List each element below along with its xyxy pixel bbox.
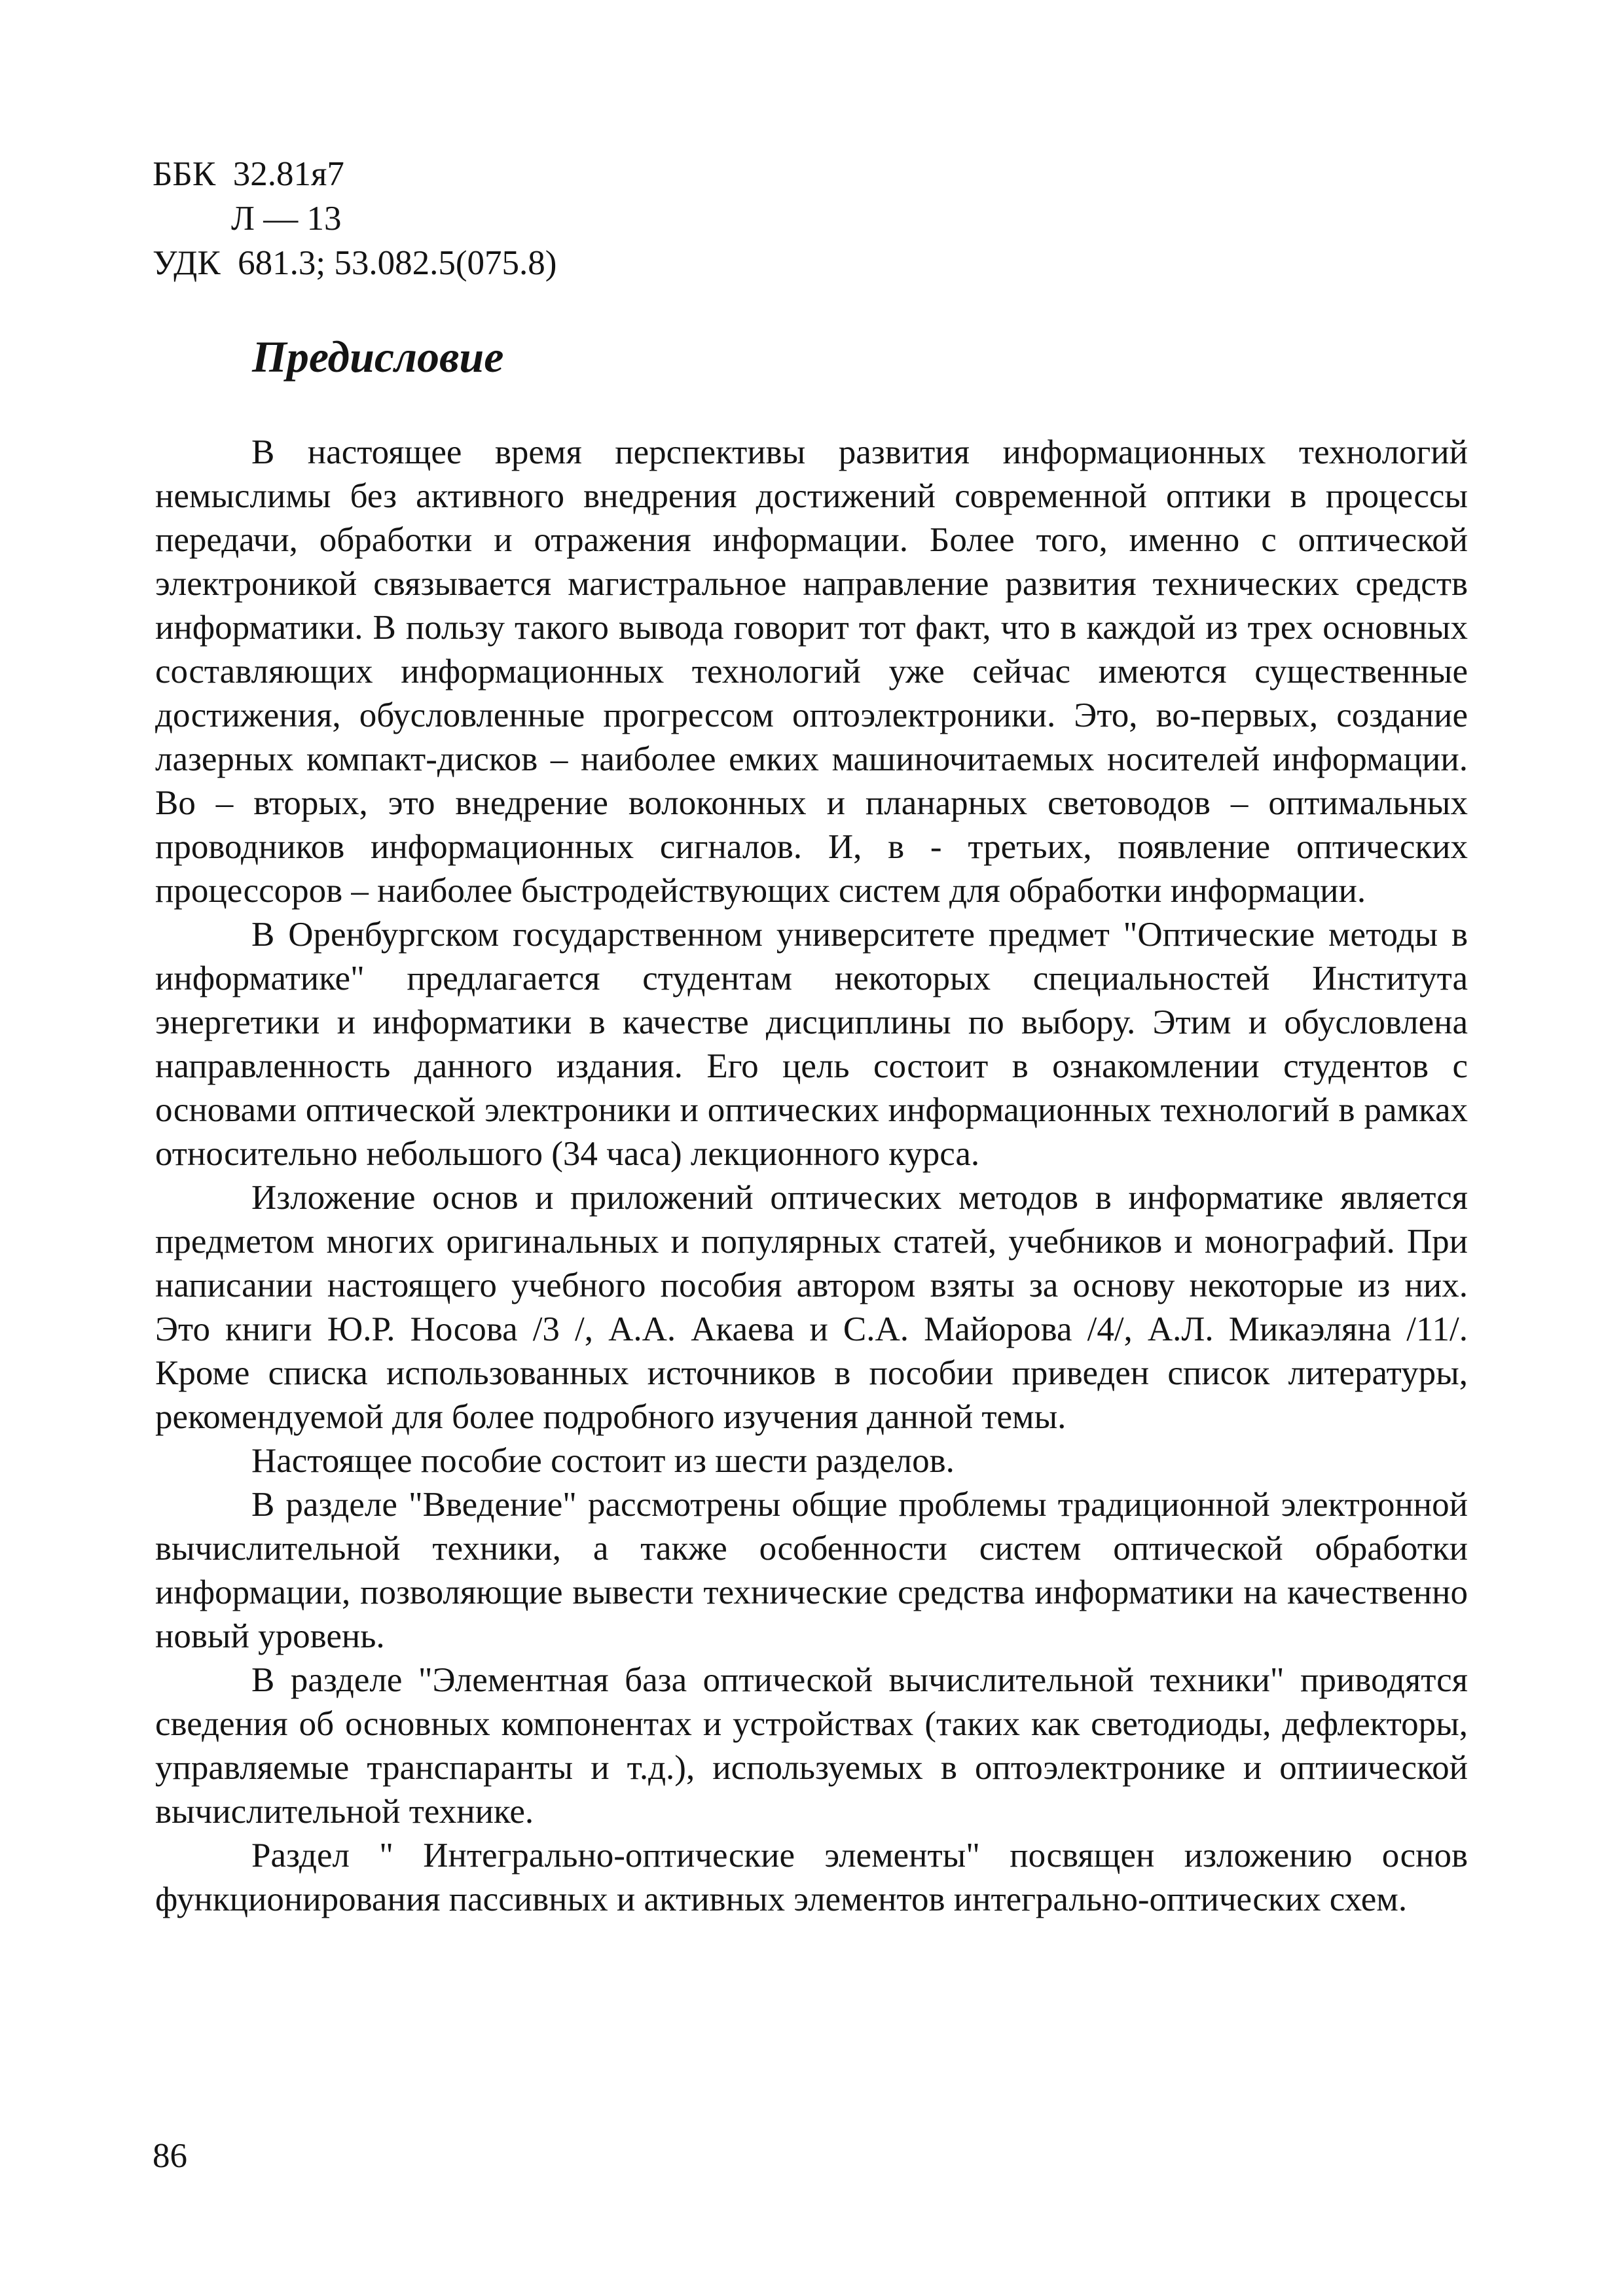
- paragraph: В настоящее время перспективы развития информационных технологий немыслимы без активного внедрения достижений современной оптики в процессы передачи, обработки и отражения информации. Более того, именно с оптической электроникой связывается магистральное направление развития технических средств информатики. В пользу такого вывода говорит тот факт, что в каждой из трех основных составляющих информационных технологий уже сейчас имеются существенные достижения, обусловленные прогрессом оптоэлектроники. Это, во-первых, создание лазерных компакт-дисков – наиболее емких машиночитаемых носителей информации. Во – вторых, это внедрение волоконных и планарных световодов – оптимальных проводников информационных сигналов. И, в - третьих, появление оптических процессоров – наиболее быстродействующих систем для обработки информации.: [155, 433, 1468, 910]
- paragraph: Настоящее пособие состоит из шести разделов.: [251, 1442, 955, 1480]
- paragraph: В разделе "Элементная база оптической вычислительной техники" приводятся сведения об основных компонентах и устройствах (таких как светодиоды, дефлекторы, управляемые транспаранты и т.д.), используемых в оптоэлектронике и оптиической вычислительной технике.: [155, 1661, 1468, 1831]
- paragraph: В разделе "Введение" рассмотрены общие проблемы традиционной электронной вычислительной техники, а также особенности систем оптической обработки информации, позволяющие вывести технические средства информатики на качественно новый уровень.: [155, 1486, 1468, 1655]
- classification-block: [153, 152, 556, 285]
- page-number: 86: [153, 2137, 187, 2175]
- page-title: Предисловие: [252, 332, 504, 382]
- paragraph: В Оренбургском государственном университете предмет "Оптические методы в информатике" предлагается студентам некоторых специальностей Института энергетики и информатики в качестве дисциплины по выбору. Этим и обусловлена направленность данного издания. Его цель состоит в ознакомлении студентов с основами оптической электроники и оптических информационных технологий в рамках относительно небольшого (34 часа) лекционного курса.: [155, 916, 1468, 1173]
- paragraph: Изложение основ и приложений оптических методов в информатике является предметом многих оригинальных и популярных статей, учебников и монографий. При написании настоящего учебного пособия автором взяты за основу некоторые из них. Это книги Ю.Р. Носова /3 /, А.А. Акаева и С.А. Майорова /4/, А.Л. Микаэляна /11/. Кроме списка использованных источников в пособии приведен список литературы, рекомендуемой для более подробного изучения данной темы.: [155, 1179, 1468, 1436]
- body-text: [155, 431, 1468, 1922]
- udk-code: УДК 681.3; 53.082.5(075.8): [153, 244, 557, 282]
- bbk-code: ББК 32.81я7: [153, 155, 344, 193]
- author-mark: Л — 13: [231, 200, 342, 238]
- paragraph: Раздел " Интегрально-оптические элементы" посвящен изложению основ функционирования пассивных и активных элементов интегрально-оптических схем.: [155, 1837, 1468, 1918]
